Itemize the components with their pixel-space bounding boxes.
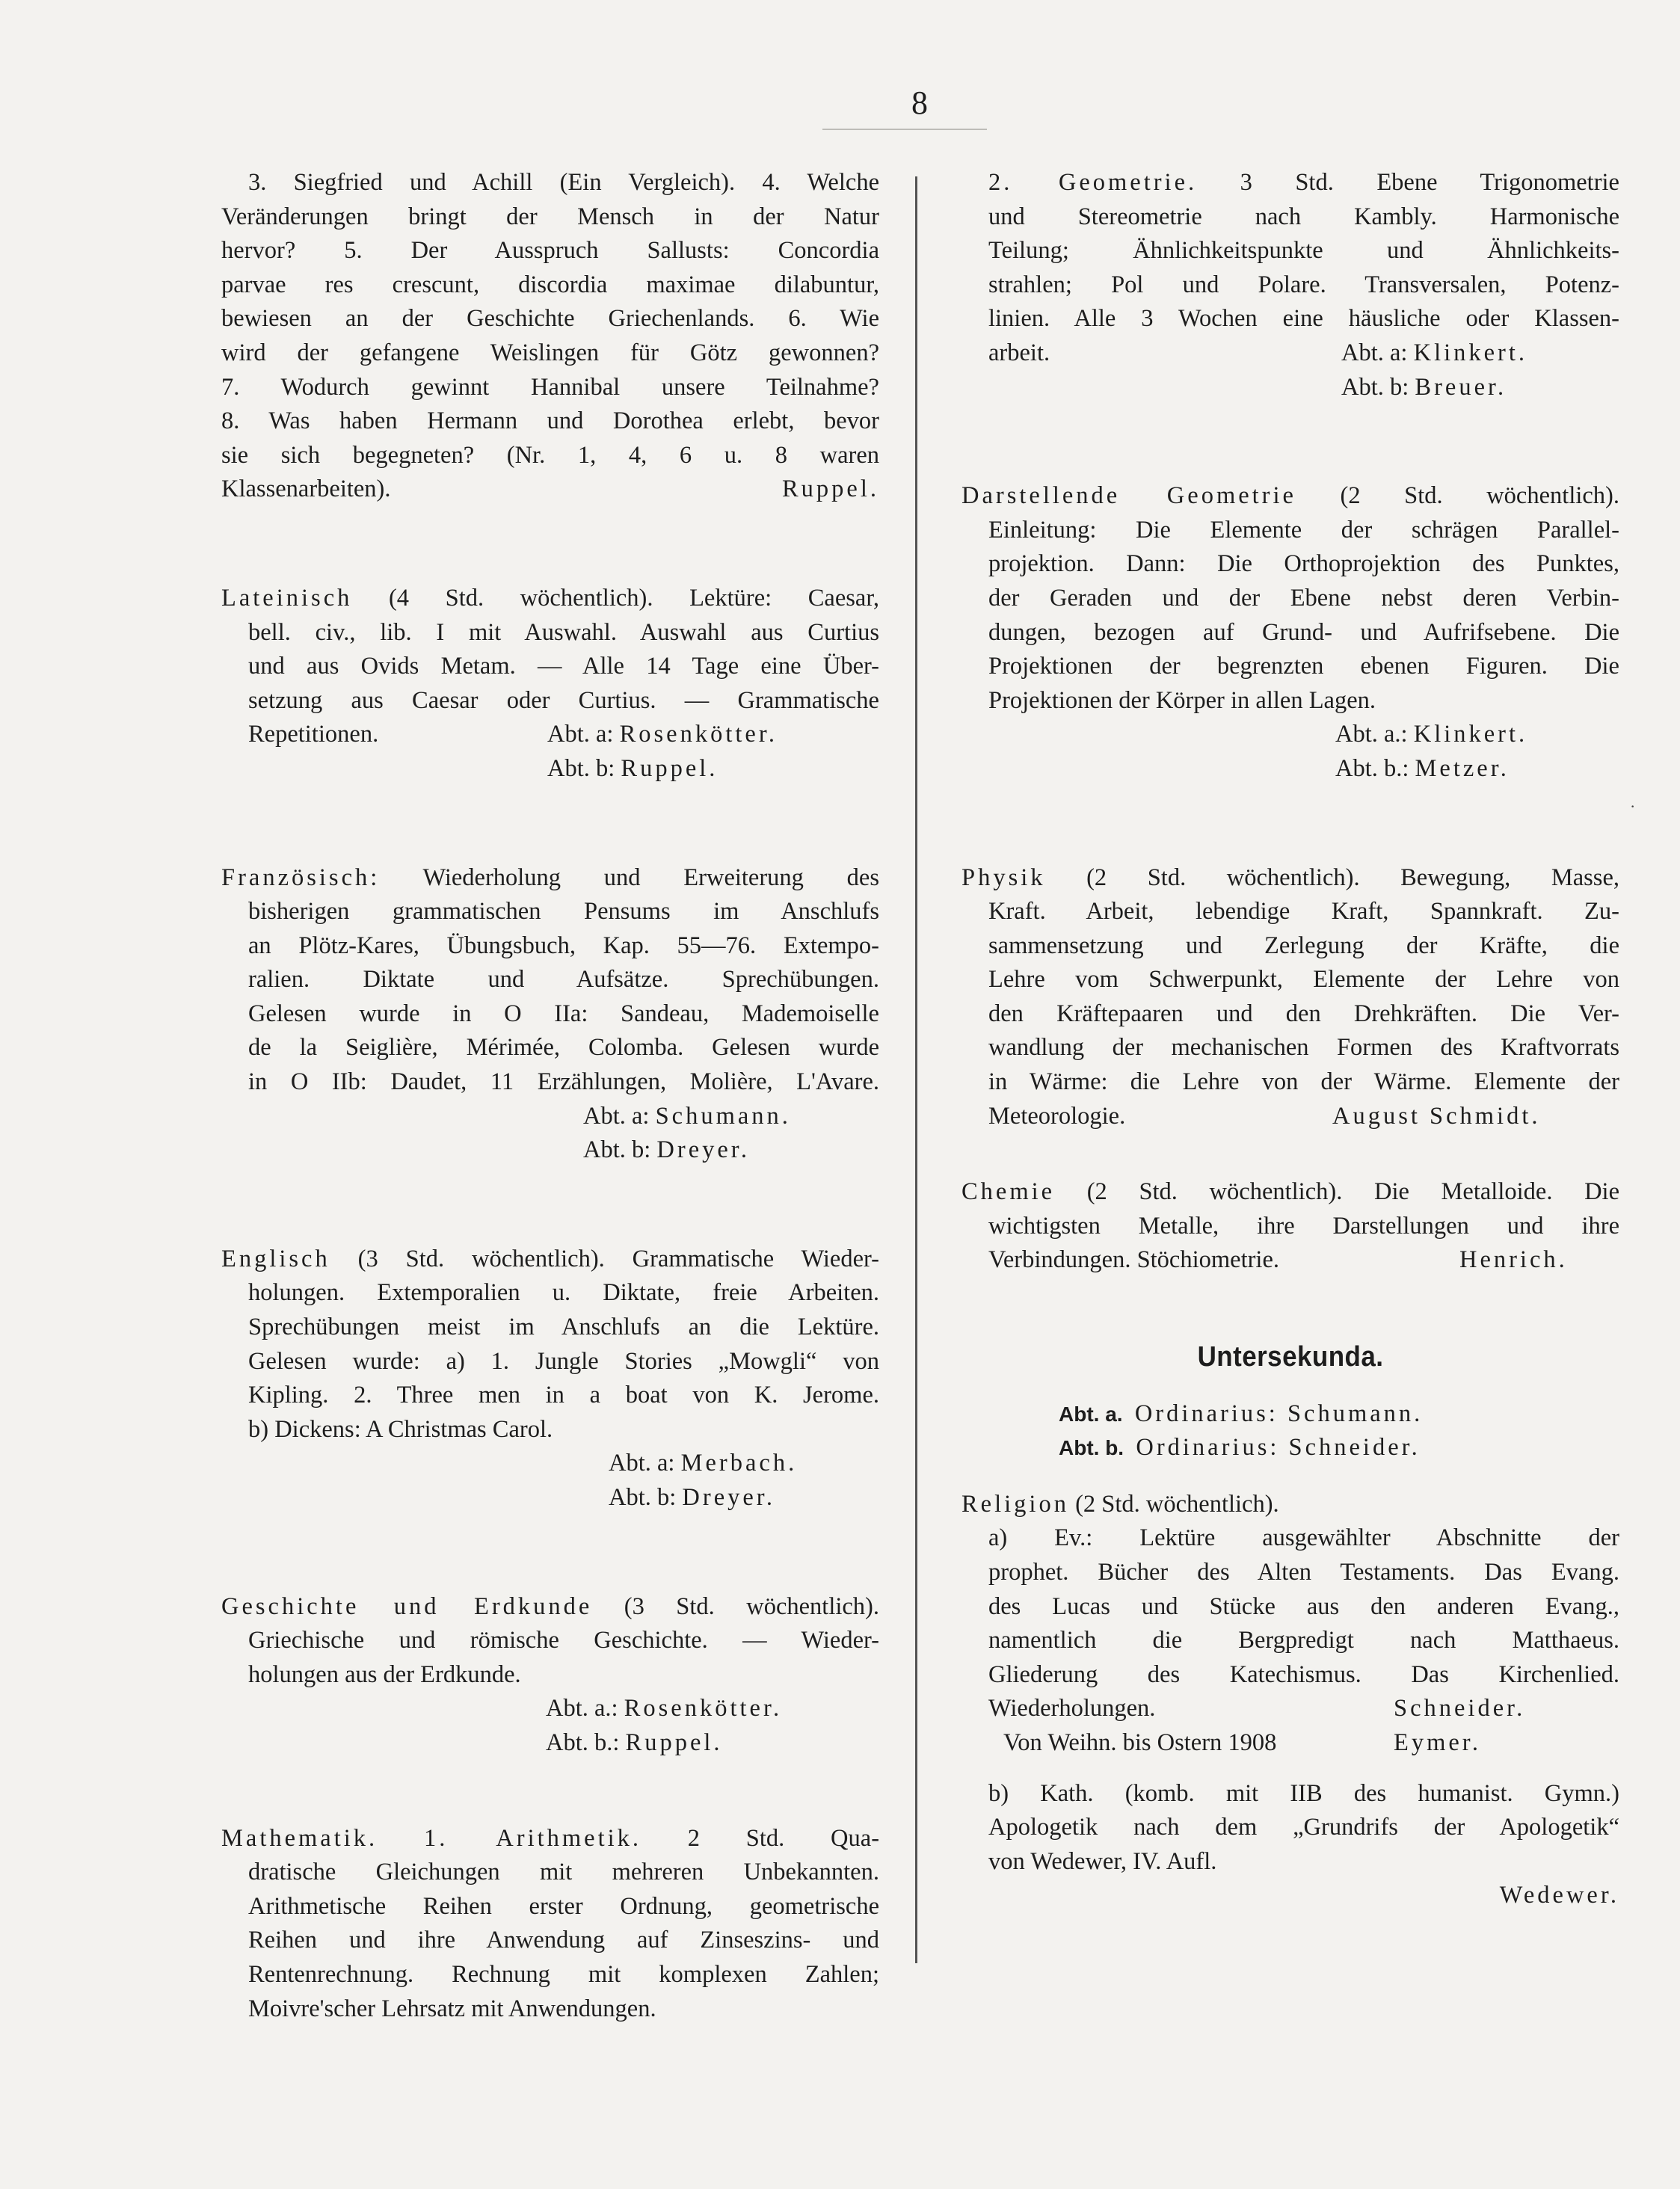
text-fragment: Verbindungen. Stöchiometrie. bbox=[988, 1246, 1280, 1274]
text-line: Rentenrechnung. Rechnung mit komplexen Zahlen; bbox=[248, 1960, 879, 1988]
teacher-signature: August Schmidt. bbox=[1332, 1102, 1541, 1130]
text-line: holungen. Extemporalien u. Diktate, freie Arbeiten. bbox=[248, 1279, 879, 1307]
text-line bbox=[961, 1692, 1619, 1726]
teacher-signature: Ruppel. bbox=[621, 754, 719, 782]
text-line: wird der gefangene Weislingen für Götz gewonnen? bbox=[221, 339, 879, 366]
text-line: 3. Siegfried und Achill (Ein Vergleich). 4. Welche bbox=[248, 169, 879, 196]
text-line: den Kräftepaaren und den Drehkräften. Die Ver- bbox=[988, 1000, 1619, 1027]
teacher-signature: Klinkert. bbox=[1413, 721, 1528, 748]
text-line: parvae res crescunt, discordia maximae dilabuntur, bbox=[221, 271, 879, 298]
text-line bbox=[961, 1488, 1619, 1522]
text-line: projektion. Dann: Die Orthoprojektion des Punktes, bbox=[988, 550, 1619, 578]
essay-topics-block bbox=[221, 166, 879, 507]
division-label: Abt. a: bbox=[1341, 339, 1408, 366]
text-line: der Geraden und der Ebene nebst deren Verbin- bbox=[988, 584, 1619, 612]
text-line: b) Dickens: A Christmas Carol. bbox=[248, 1415, 553, 1443]
division-label: Abt. a. bbox=[1059, 1402, 1123, 1426]
division-signature bbox=[1341, 336, 1527, 371]
text-line: Apologetik nach dem „Grundrifs der Apologetik“ bbox=[988, 1814, 1619, 1841]
french-block bbox=[221, 861, 879, 1168]
latin-block bbox=[221, 582, 879, 786]
subject-heading: Mathematik. bbox=[221, 1824, 378, 1852]
text-line: ralien. Diktate und Aufsätze. Sprechübungen. bbox=[248, 966, 879, 994]
text-line: prophet. Bücher des Alten Testaments. Das Evang. bbox=[988, 1559, 1619, 1586]
teacher-signature: Eymer. bbox=[1394, 1728, 1481, 1756]
text-fragment: Wiederholung und Erweiterung des bbox=[422, 863, 879, 891]
teacher-signature: Metzer. bbox=[1415, 754, 1510, 782]
teacher-signature: Ruppel. bbox=[625, 1728, 723, 1756]
subject-heading: Englisch bbox=[221, 1245, 330, 1272]
division-label: Abt. a.: bbox=[1335, 721, 1408, 748]
division-signature bbox=[547, 718, 778, 752]
religion-block bbox=[961, 1488, 1619, 1913]
division-signature-line bbox=[221, 1447, 879, 1481]
division-signature bbox=[547, 752, 718, 786]
subject-heading: Religion bbox=[961, 1490, 1069, 1518]
text-line: Gelesen wurde in O IIa: Sandeau, Mademoiselle bbox=[248, 1000, 879, 1027]
text-fragment: (2 Std. wöchentlich). Bewegung, Masse, bbox=[1086, 863, 1619, 891]
descriptive-geometry-block bbox=[961, 479, 1619, 786]
division-label: Abt. b.: bbox=[1335, 754, 1409, 782]
text-line bbox=[221, 861, 879, 896]
text-fragment: (4 Std. wöchentlich). Lektüre: Caesar, bbox=[388, 584, 879, 612]
page-number: 8 bbox=[911, 84, 928, 121]
ordinarius-text: Ordinarius: Schumann. bbox=[1134, 1400, 1424, 1427]
division-label: Abt. b: bbox=[583, 1136, 651, 1164]
division-signature bbox=[583, 1133, 750, 1168]
text-line bbox=[221, 472, 879, 507]
text-line: 8. Was haben Hermann und Dorothea erlebt, bevor bbox=[221, 407, 879, 435]
section-title: Untersekunda. bbox=[1197, 1341, 1384, 1373]
division-label: Abt. b: bbox=[1341, 373, 1409, 401]
section-ordinarius bbox=[961, 1397, 1619, 1465]
text-fragment: Meteorologie. bbox=[988, 1102, 1126, 1130]
division-signature bbox=[609, 1481, 775, 1515]
text-line: dratische Gleichungen mit mehreren Unbekannten. bbox=[248, 1859, 879, 1886]
division-label: Abt. b.: bbox=[546, 1728, 620, 1756]
division-signature-line bbox=[221, 1133, 879, 1168]
text-line: wandlung der mechanischen Formen des Kraftvorrats bbox=[988, 1034, 1619, 1062]
subject-heading: Französisch: bbox=[221, 863, 381, 891]
division-signature bbox=[546, 1726, 723, 1761]
division-signature bbox=[1335, 752, 1510, 786]
text-line: an Plötz-Kares, Übungsbuch, Kap. 55—76. Extempo- bbox=[248, 932, 879, 959]
text-line bbox=[221, 1243, 879, 1277]
text-line: namentlich die Bergpredigt nach Matthaeus. bbox=[988, 1627, 1619, 1654]
text-line: in Wärme: die Lehre von der Wärme. Elemente der bbox=[988, 1068, 1619, 1096]
text-line bbox=[221, 1822, 879, 1856]
teacher-signature: Rosenkötter. bbox=[619, 721, 778, 748]
text-line: bisherigen grammatischen Pensums im Anschlufs bbox=[248, 898, 879, 926]
text-line: Arithmetische Reihen erster Ordnung, geometrische bbox=[248, 1892, 879, 1920]
division-label: Abt. a: bbox=[583, 1102, 650, 1130]
text-fragment: (2 Std. wöchentlich). Die Metalloide. Die bbox=[1086, 1178, 1619, 1206]
text-line bbox=[961, 1243, 1619, 1278]
text-line: b) Kath. (komb. mit IIB des humanist. Gymn.) bbox=[988, 1779, 1619, 1807]
teacher-signature: Henrich. bbox=[1459, 1246, 1568, 1274]
division-signature-line bbox=[221, 1692, 879, 1726]
physics-block bbox=[961, 861, 1619, 1134]
text-line: des Lucas und Stücke aus den anderen Evang., bbox=[988, 1592, 1619, 1620]
text-line: Sprechübungen meist im Anschlufs an die Lektüre. bbox=[248, 1314, 879, 1341]
text-line: und Stereometrie nach Kambly. Harmonische bbox=[988, 203, 1619, 230]
text-line bbox=[961, 1879, 1619, 1913]
text-line: setzung aus Caesar oder Curtius. — Grammatische bbox=[248, 686, 879, 714]
teacher-signature: Schneider. bbox=[1394, 1695, 1526, 1722]
header-rule bbox=[822, 129, 987, 130]
division-signature-line bbox=[221, 1726, 879, 1761]
text-fragment: (3 Std. wöchentlich). bbox=[624, 1592, 879, 1620]
division-signature-line bbox=[961, 718, 1619, 752]
text-line: Gliederung des Katechismus. Das Kirchenlied. bbox=[988, 1660, 1619, 1688]
text-line bbox=[961, 1175, 1619, 1210]
subject-heading: Lateinisch bbox=[221, 584, 353, 612]
teacher-signature: Ruppel. bbox=[781, 475, 879, 503]
subject-heading: Chemie bbox=[961, 1178, 1056, 1206]
division-label: Abt. b: bbox=[547, 754, 615, 782]
teacher-signature: Wedewer. bbox=[1499, 1882, 1619, 1909]
subject-heading: Geschichte und Erdkunde bbox=[221, 1592, 593, 1620]
history-geography-block bbox=[221, 1590, 879, 1761]
edge-mark: · bbox=[1630, 797, 1636, 816]
text-fragment: Repetitionen. bbox=[248, 721, 379, 748]
text-fragment: Von Weihn. bis Ostern 1908 bbox=[1003, 1728, 1277, 1756]
text-line: a) Ev.: Lektüre ausgewählter Abschnitte der bbox=[988, 1524, 1619, 1552]
text-line bbox=[961, 861, 1619, 896]
mathematics-block bbox=[221, 1822, 879, 2027]
column-divider bbox=[915, 176, 917, 1963]
division-signature-line bbox=[961, 752, 1619, 786]
text-line bbox=[221, 718, 879, 752]
english-block bbox=[221, 1243, 879, 1515]
text-line bbox=[221, 582, 879, 616]
spacer bbox=[961, 1761, 1619, 1777]
text-fragment: Wiederholungen. bbox=[988, 1695, 1156, 1722]
text-line: linien. Alle 3 Wochen eine häusliche oder Klassen- bbox=[988, 305, 1619, 333]
division-label: Abt. b. bbox=[1059, 1436, 1124, 1460]
text-line: Griechische und römische Geschichte. — Wieder- bbox=[248, 1627, 879, 1654]
text-line: bewiesen an der Geschichte Griechenlands. 6. Wie bbox=[221, 305, 879, 333]
text-line: Lehre vom Schwerpunkt, Elemente der Lehre von bbox=[988, 966, 1619, 994]
text-line: Kraft. Arbeit, lebendige Kraft, Spannkraft. Zu- bbox=[988, 898, 1619, 926]
division-label: Abt. a.: bbox=[546, 1695, 618, 1722]
division-label: Abt. a: bbox=[609, 1450, 675, 1477]
text-fragment: Klassenarbeiten). bbox=[221, 475, 391, 503]
text-line: Moivre'scher Lehrsatz mit Anwendungen. bbox=[248, 1995, 656, 2022]
text-line: sie sich begegneten? (Nr. 1, 4, 6 u. 8 waren bbox=[221, 441, 879, 469]
text-line bbox=[221, 1590, 879, 1625]
division-signature bbox=[1335, 718, 1527, 752]
text-line: Projektionen der Körper in allen Lagen. bbox=[988, 686, 1376, 714]
text-fragment: (2 Std. wöchentlich). bbox=[1075, 1490, 1279, 1518]
teacher-signature: Klinkert. bbox=[1413, 339, 1528, 366]
chemistry-block bbox=[961, 1175, 1619, 1278]
subject-heading: 2. Geometrie. bbox=[988, 169, 1198, 196]
text-line: 7. Wodurch gewinnt Hannibal unsere Teilnahme? bbox=[221, 373, 879, 401]
right-column bbox=[961, 166, 1619, 1913]
division-signature bbox=[1341, 371, 1507, 405]
text-line: Einleitung: Die Elemente der schrägen Parallel- bbox=[988, 516, 1619, 544]
text-line: Veränderungen bringt der Mensch in der Natur bbox=[221, 203, 879, 230]
division-signature bbox=[583, 1100, 791, 1134]
division-label: Abt. a: bbox=[547, 721, 614, 748]
text-line: dungen, bezogen auf Grund- und Aufrifsebene. Die bbox=[988, 618, 1619, 646]
division-signature-line bbox=[961, 371, 1619, 405]
text-line: Projektionen der begrenzten ebenen Figuren. Die bbox=[988, 653, 1619, 680]
text-line: und aus Ovids Metam. — Alle 14 Tage eine Über- bbox=[248, 653, 879, 680]
division-signature-line bbox=[221, 1100, 879, 1134]
text-line: von Wedewer, IV. Aufl. bbox=[988, 1847, 1217, 1875]
subject-heading: Physik bbox=[961, 863, 1046, 891]
geometry-block bbox=[961, 166, 1619, 404]
teacher-signature: Dreyer. bbox=[656, 1136, 750, 1164]
left-column bbox=[221, 166, 879, 2026]
text-line: wichtigsten Metalle, ihre Darstellungen und ihre bbox=[988, 1212, 1619, 1240]
division-signature-line bbox=[221, 1481, 879, 1515]
text-line: Teilung; Ähnlichkeitspunkte und Ähnlichkeits- bbox=[988, 237, 1619, 265]
division-signature bbox=[546, 1692, 782, 1726]
text-line: strahlen; Pol und Polare. Transversalen, Potenz- bbox=[988, 271, 1619, 298]
division-label: Abt. b: bbox=[609, 1484, 677, 1511]
text-line bbox=[961, 166, 1619, 200]
text-line: hervor? 5. Der Ausspruch Sallusts: Concordia bbox=[221, 237, 879, 265]
text-fragment: 3 Std. Ebene Trigonometrie bbox=[1240, 169, 1619, 196]
subject-heading: Darstellende Geometrie bbox=[961, 482, 1296, 510]
text-line: de la Seiglière, Mérimée, Colomba. Gelesen wurde bbox=[248, 1034, 879, 1062]
division-signature-line bbox=[221, 752, 879, 786]
text-line bbox=[961, 1100, 1619, 1134]
text-line: in O IIb: Daudet, 11 Erzählungen, Molière, L'Avare. bbox=[248, 1068, 879, 1096]
text-fragment: (2 Std. wöchentlich). bbox=[1340, 482, 1619, 510]
text-line: Kipling. 2. Three men in a boat von K. Jerome. bbox=[248, 1382, 879, 1409]
text-line bbox=[961, 336, 1619, 371]
ordinarius-row bbox=[961, 1397, 1619, 1432]
text-line: sammensetzung und Zerlegung der Kräfte, die bbox=[988, 932, 1619, 959]
teacher-signature: Dreyer. bbox=[682, 1484, 775, 1511]
subject-subheading: 1. Arithmetik. bbox=[423, 1824, 642, 1852]
text-line bbox=[961, 479, 1619, 514]
division-signature bbox=[609, 1447, 797, 1481]
text-line: Reihen und ihre Anwendung auf Zinseszins- und bbox=[248, 1927, 879, 1954]
ordinarius-row bbox=[961, 1431, 1619, 1465]
teacher-signature: Schumann. bbox=[655, 1102, 791, 1130]
text-fragment: arbeit. bbox=[988, 339, 1050, 366]
teacher-signature: Breuer. bbox=[1415, 373, 1507, 401]
text-line: bell. civ., lib. I mit Auswahl. Auswahl aus Curtius bbox=[248, 618, 879, 646]
text-fragment: 2 Std. Qua- bbox=[687, 1824, 880, 1852]
ordinarius-text: Ordinarius: Schneider. bbox=[1136, 1434, 1421, 1462]
text-line bbox=[961, 1726, 1619, 1761]
text-line: Gelesen wurde: a) 1. Jungle Stories „Mowgli“ von bbox=[248, 1347, 879, 1375]
teacher-signature: Rosenkötter. bbox=[624, 1695, 783, 1722]
teacher-signature: Merbach. bbox=[680, 1450, 798, 1477]
text-fragment: (3 Std. wöchentlich). Grammatische Wieder- bbox=[357, 1245, 879, 1272]
text-line: holungen aus der Erdkunde. bbox=[248, 1660, 521, 1688]
